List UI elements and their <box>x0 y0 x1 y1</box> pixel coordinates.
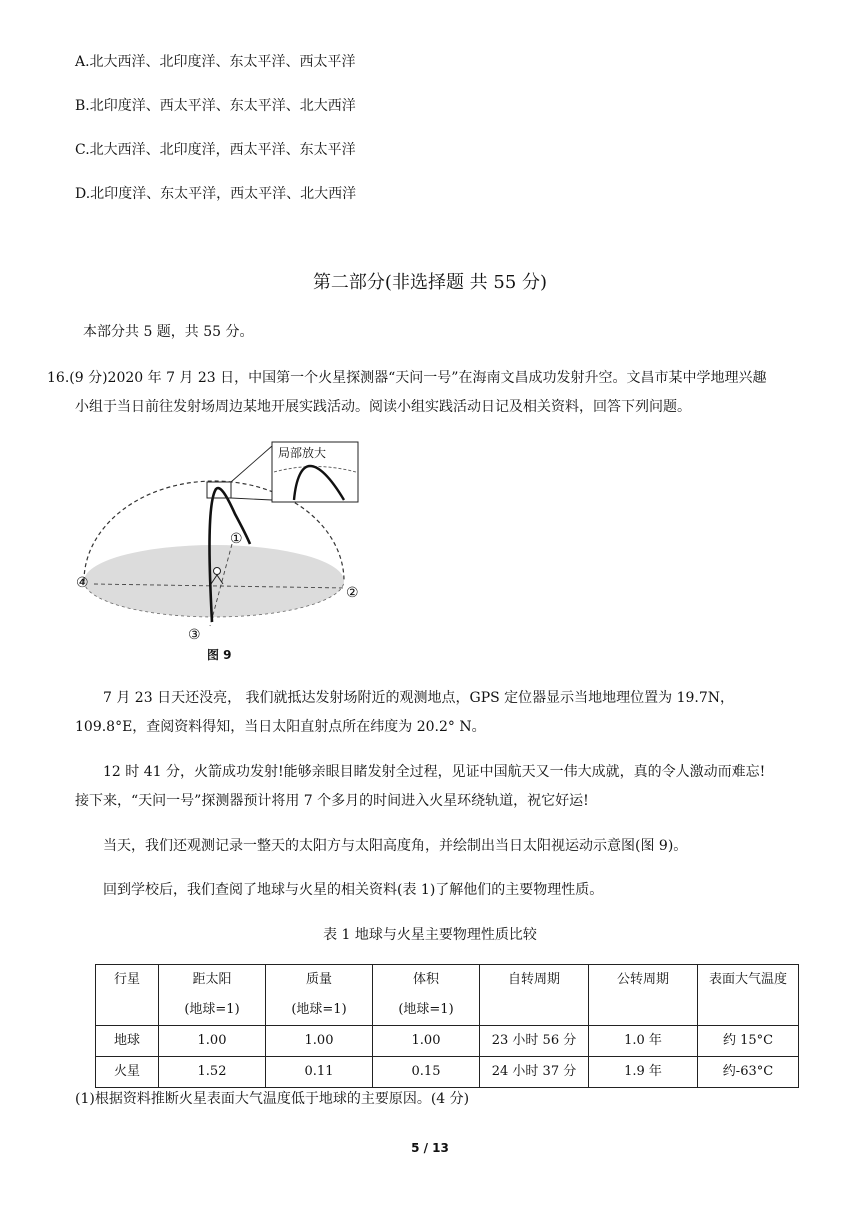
marker-2: ② <box>346 585 359 601</box>
option-d: D.北印度洋、东太平洋，西太平洋、北大西洋 <box>75 186 357 202</box>
header-revolution: 公转周期 <box>589 965 698 1026</box>
header-mass: 质量 (地球=1) <box>266 965 373 1026</box>
table-cell: 0.11 <box>266 1057 373 1088</box>
table-cell: 1.00 <box>266 1026 373 1057</box>
section-title: 第二部分(非选择题 共 55 分) <box>312 272 548 293</box>
diary-p2-line2: 接下来，“天问一号”探测器预计将用 7 个多月的时间进入火星环绕轨道，祝它好运! <box>75 793 589 809</box>
table-cell: 火星 <box>96 1057 159 1088</box>
table-row <box>96 1026 799 1057</box>
horizon-plane <box>84 545 344 617</box>
option-b: B.北印度洋、西太平洋、东太平洋、北大西洋 <box>75 98 356 114</box>
table-cell: 1.9 年 <box>589 1057 698 1088</box>
zoom-source-box <box>207 482 231 498</box>
diary-p1-line2: 109.8°E，查阅资料得知，当日太阳直射点所在纬度为 20.2° N。 <box>75 719 486 735</box>
header-distance: 距太阳 (地球=1) <box>159 965 266 1026</box>
diary-p4: 回到学校后，我们查阅了地球与火星的相关资料(表 1)了解他们的主要物理性质。 <box>103 882 604 898</box>
table-cell: 24 小时 37 分 <box>480 1057 589 1088</box>
planet-comparison-table <box>95 964 799 1088</box>
table-cell: 1.00 <box>159 1026 266 1057</box>
header-temperature: 表面大气温度 <box>698 965 799 1026</box>
table-cell: 1.52 <box>159 1057 266 1088</box>
zoom-label: 局部放大 <box>278 446 327 460</box>
diary-p3: 当天，我们还观测记录一整天的太阳方与太阳高度角，并绘制出当日太阳视运动示意图(图 9)。 <box>103 838 688 854</box>
option-a: A.北大西洋、北印度洋、东太平洋、西太平洋 <box>75 54 356 70</box>
diary-p1-line1: 7 月 23 日天还没亮， 我们就抵达发射场附近的观测地点，GPS 定位器显示当地地理位置为 19.7N， <box>103 690 735 706</box>
table-cell: 约-63°C <box>698 1057 799 1088</box>
question-16-line1: 16.(9 分)2020 年 7 月 23 日，中国第一个火星探测器“天问一号”在海南文昌成功发射升空。文昌市某中学地理兴趣 <box>47 370 767 386</box>
table-cell: 地球 <box>96 1026 159 1057</box>
table-cell: 1.00 <box>373 1026 480 1057</box>
table-cell: 0.15 <box>373 1057 480 1088</box>
section-intro: 本部分共 5 题，共 55 分。 <box>83 324 254 340</box>
sun-path-diagram <box>70 434 370 646</box>
figure-caption: 图 9 <box>207 648 232 662</box>
question-16-line2: 小组于当日前往发射场周边某地开展实践活动。阅读小组实践活动日记及相关资料，回答下列问题。 <box>75 399 691 415</box>
page-number: 5 / 13 <box>411 1141 449 1155</box>
option-c: C.北大西洋、北印度洋，西太平洋、东太平洋 <box>75 142 356 158</box>
table-caption: 表 1 地球与火星主要物理性质比较 <box>323 927 537 943</box>
diary-p2-line1: 12 时 41 分，火箭成功发射!能够亲眼目睹发射全过程，见证中国航天又一伟大成就，真的令人激动而难忘! <box>103 764 766 780</box>
table-row <box>96 1057 799 1088</box>
sub-question-1: (1)根据资料推断火星表面大气温度低于地球的主要原因。(4 分) <box>75 1091 470 1107</box>
marker-4: ④ <box>76 575 89 591</box>
table-cell: 约 15°C <box>698 1026 799 1057</box>
observer-icon <box>214 568 221 575</box>
table-header-row <box>96 965 799 1026</box>
header-planet: 行星 <box>96 965 159 1026</box>
header-volume: 体积 (地球=1) <box>373 965 480 1026</box>
marker-1: ① <box>230 531 243 547</box>
table-cell: 1.0 年 <box>589 1026 698 1057</box>
table-cell: 23 小时 56 分 <box>480 1026 589 1057</box>
header-rotation: 自转周期 <box>480 965 589 1026</box>
marker-3: ③ <box>188 627 201 643</box>
